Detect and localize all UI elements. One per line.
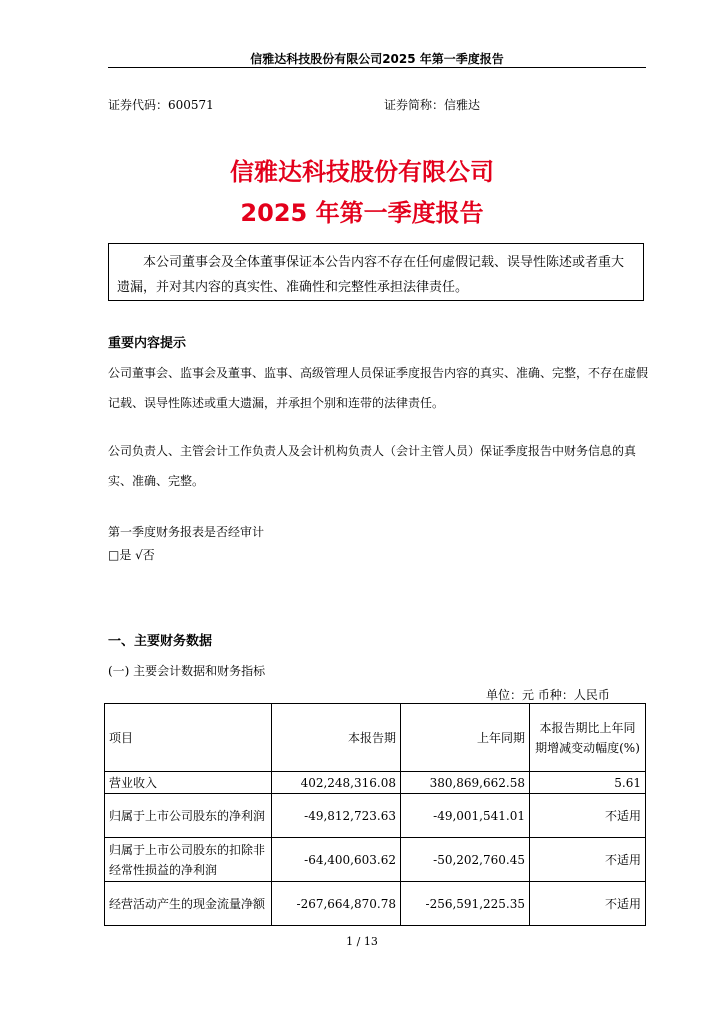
header-item: 项目	[105, 704, 272, 772]
row-label: 营业收入	[105, 772, 272, 794]
financial-indicators-table	[104, 703, 646, 926]
header-rule	[108, 67, 646, 68]
board-notice-box: 本公司董事会及全体董事保证本公告内容不存在任何虚假记载、误导性陈述或者重大遗漏，并对其内容的真实性、准确性和完整性承担法律责任。	[108, 243, 644, 301]
change-value: 不适用	[530, 838, 646, 882]
unit-currency-line: 单位：元 币种：人民币	[486, 688, 610, 702]
table-header-row	[105, 704, 646, 772]
row-label: 归属于上市公司股东的净利润	[105, 794, 272, 838]
report-title-period: 2025 年第一季度报告	[240, 199, 484, 227]
important-heading: 重要内容提示	[108, 336, 187, 351]
current-value: 402,248,316.08	[272, 772, 401, 794]
change-value: 不适用	[530, 794, 646, 838]
header-change-percent: 本报告期比上年同期增减变动幅度(%)	[530, 704, 646, 772]
change-value: 不适用	[530, 882, 646, 926]
header-current-period: 本报告期	[272, 704, 401, 772]
current-value: -64,400,603.62	[272, 838, 401, 882]
current-value: -49,812,723.63	[272, 794, 401, 838]
prior-value: -256,591,225.35	[401, 882, 530, 926]
table-row	[105, 794, 646, 838]
prior-value: -50,202,760.45	[401, 838, 530, 882]
header-prior-period: 上年同期	[401, 704, 530, 772]
running-header: 信雅达科技股份有限公司2025 年第一季度报告	[250, 52, 504, 66]
current-value: -267,664,870.78	[272, 882, 401, 926]
prior-value: 380,869,662.58	[401, 772, 530, 794]
row-label: 归属于上市公司股东的扣除非经常性损益的净利润	[105, 838, 272, 882]
audit-answer: □是 √否	[108, 548, 155, 562]
change-value: 5.61	[530, 772, 646, 794]
row-label: 经营活动产生的现金流量净额	[105, 882, 272, 926]
subsection-key-indicators: (一) 主要会计数据和财务指标	[108, 664, 266, 678]
report-title-company: 信雅达科技股份有限公司	[230, 158, 494, 186]
table-row	[105, 882, 646, 926]
section-main-financial-data: 一、主要财务数据	[108, 634, 213, 649]
prior-value: -49,001,541.01	[401, 794, 530, 838]
table-row	[105, 772, 646, 794]
page-number: 1 / 13	[346, 935, 378, 948]
directors-statement: 公司董事会、监事会及董事、监事、高级管理人员保证季度报告内容的真实、准确、完整，不存在虚假记载、误导性陈述或重大遗漏，并承担个别和连带的法律责任。	[108, 366, 649, 410]
audit-question: 第一季度财务报表是否经审计	[108, 525, 265, 539]
finance-heads-statement: 公司负责人、主管会计工作负责人及会计机构负责人（会计主管人员）保证季度报告中财务信息的真实、准确、完整。	[108, 444, 637, 488]
table-row	[105, 838, 646, 882]
stock-code: 证券代码：600571	[108, 98, 214, 112]
stock-abbr: 证券简称：信雅达	[384, 98, 481, 112]
